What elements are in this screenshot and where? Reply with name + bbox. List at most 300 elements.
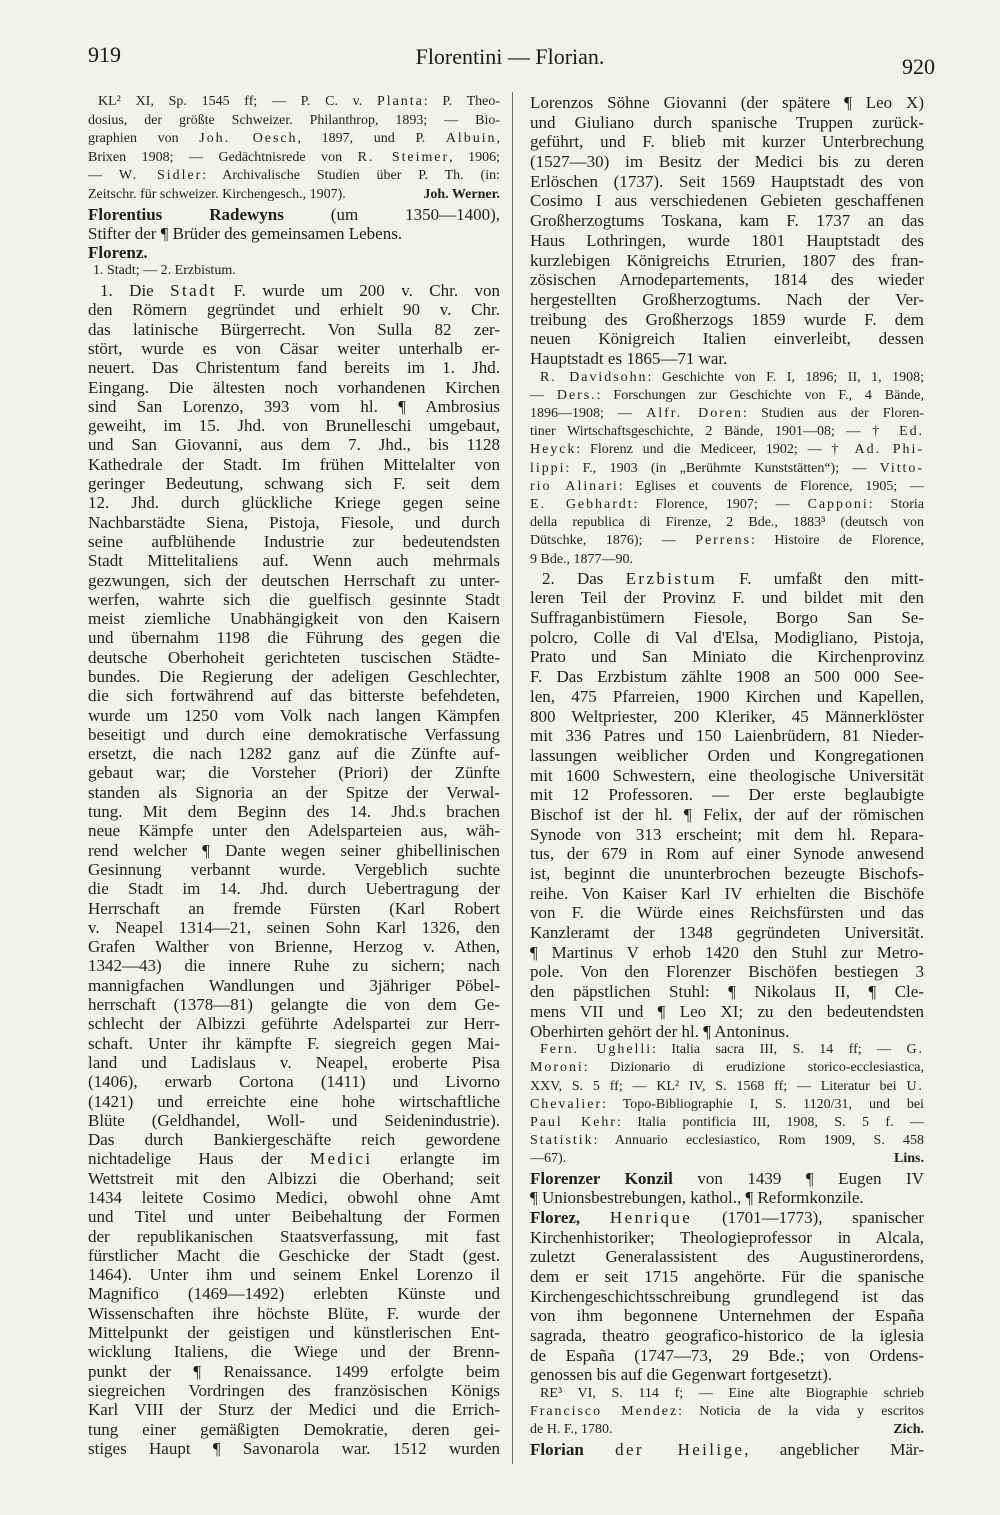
text-line <box>88 1284 500 1303</box>
biblio-paragraph <box>530 1385 924 1440</box>
text-line <box>88 416 500 435</box>
text-run: deutsche Oberhoheit gerichteten tuscischen Städte- <box>88 647 500 667</box>
text-run: (um 1350—1400), <box>283 204 500 224</box>
text-run: — <box>530 387 557 403</box>
text-run: neue Kämpfe unter den Adelsparteien aus, wäh- <box>88 821 500 841</box>
text-run: und San Giovanni, aus dem 7. Jhd., bis 1128 <box>88 435 500 455</box>
text-run: ¶ Unionsbestrebungen, kathol., ¶ Reformkonzile. <box>530 1188 864 1208</box>
spaced-name: lippi <box>530 460 566 476</box>
spaced-name: Vitto- <box>879 460 924 476</box>
text-run: mit 1600 Schwestern, eine theologische Universität <box>530 765 924 785</box>
text-run: sagrada, theatro geografico-historico de la iglesia <box>530 1326 924 1345</box>
text-line <box>88 1342 500 1361</box>
spaced-name: Chevalier <box>530 1096 603 1112</box>
text-run: 1342—43) die innere Ruhe zu sichern; nach <box>88 956 500 976</box>
text-run: , 1906; <box>449 149 501 165</box>
text-run: , 1897, und P. <box>297 131 446 147</box>
text-run: len, 475 Pfarreien, 1900 Kirchen und Kapellen, <box>530 686 924 706</box>
text-line <box>88 1149 500 1168</box>
text-line <box>88 609 500 628</box>
text-line <box>88 513 500 532</box>
text-line <box>88 224 500 243</box>
text-line <box>530 113 924 133</box>
text-line <box>530 1041 924 1059</box>
text-run: gezwungen, sich der deutschen Herrschaft zu unter- <box>88 570 500 590</box>
author-signature: Zich. <box>893 1422 924 1438</box>
text-run: : Florence, 1907; — <box>633 496 808 512</box>
spaced-name: Ders. <box>556 387 597 403</box>
text-line <box>88 1362 500 1381</box>
text-line <box>530 1022 924 1042</box>
text-line <box>88 300 500 319</box>
text-run: reihe. Von Kaiser Karl IV erhielten die Bischöfe <box>530 883 924 903</box>
text-run: : Annuario ecclesiastico, Rom 1909, S. 458 <box>593 1133 924 1149</box>
page-number-left: 919 <box>88 42 121 67</box>
text-run: standen als Signoria an der Spitze der Verwal- <box>88 782 500 802</box>
text-line <box>530 1385 924 1403</box>
text-run: Zeitschr. für schweizer. Kirchengesch., 1907). <box>88 186 346 202</box>
text-run: von 1439 ¶ Eugen IV <box>672 1168 924 1188</box>
text-run: : P. Theo- <box>423 94 500 109</box>
text-line <box>88 1130 500 1149</box>
entry-paragraph <box>530 1169 924 1208</box>
text-run: della republica di Firenze, 2 Bde., 1883³ (deutsch von <box>530 515 924 531</box>
text-line <box>530 1132 924 1150</box>
text-run: tung einer gemäßigten Demokratie, deren gei- <box>88 1419 500 1439</box>
text-run: Stifter der ¶ Brüder des gemeinsamen Lebens. <box>88 223 403 243</box>
toc-paragraph <box>88 262 500 281</box>
text-run: : Archivalische Studien über P. Th. (in: <box>202 168 500 184</box>
text-line <box>530 844 924 864</box>
text-line <box>530 962 924 982</box>
text-run: — <box>88 168 119 184</box>
text-line <box>88 358 500 377</box>
text-line <box>88 648 500 667</box>
text-line <box>530 785 924 805</box>
text-line <box>88 1381 500 1400</box>
text-run: Großherzogtums Toskana, kam F. 1737 an das <box>530 211 924 231</box>
text-line <box>530 667 924 687</box>
column-divider <box>512 92 513 1464</box>
text-line <box>530 1306 924 1326</box>
text-run: : F., 1903 (in „Berühmte Kunststätten“); — <box>565 460 880 476</box>
spaced-name: Medici <box>310 1149 373 1169</box>
text-run: von ihm begonnene Unternehmen der España <box>530 1306 924 1326</box>
headword: Florentius Radewyns <box>88 204 284 224</box>
text-run: F. umfaßt den mitt- <box>716 568 924 588</box>
text-line <box>88 1265 500 1284</box>
spaced-name: U. <box>906 1078 924 1094</box>
spaced-name: Paul Kehr <box>530 1114 617 1130</box>
text-run: fürstlicher Macht die Geschicke der Stadt (gest. <box>88 1245 500 1265</box>
text-line <box>530 1346 924 1366</box>
text-line <box>530 405 924 423</box>
text-run: lassungen weiblicher Orden und Kongregationen <box>530 745 924 765</box>
text-line <box>88 725 500 744</box>
text-run: Nachbarstädte Siena, Pistoja, Fiesole, und durch <box>88 512 500 532</box>
text-line <box>88 455 500 474</box>
text-line <box>530 441 924 459</box>
text-run: gebaut war; die Vorsteher (Priori) der Zünfte <box>88 763 500 783</box>
text-run: geweiht, im 15. Jhd. von Brunelleschi umgebaut, <box>88 416 500 436</box>
text-run: hergestellten Großherzogtums. Nach der Ver- <box>530 289 924 309</box>
text-run: : Eglises et couvents de Florence, 1905; — <box>618 478 924 494</box>
text-line <box>530 1247 924 1267</box>
text-run: treibung des Großherzogs 1859 wurde F. dem <box>530 309 924 329</box>
text-line <box>88 1323 500 1342</box>
text-run: : Dizionario di erudizione storico-ecclesiastica, <box>583 1060 924 1076</box>
text-line <box>88 1014 500 1033</box>
text-run: beseitigt und durch eine demokratische Verfassung <box>88 724 500 744</box>
text-run: 1. Die <box>100 281 171 301</box>
text-run: (1527—30) im Besitz der Medici bis zu deren <box>530 152 924 172</box>
right-column <box>530 93 924 1459</box>
entry-paragraph <box>88 243 500 262</box>
text-line <box>88 1207 500 1226</box>
spaced-name: Moroni <box>530 1060 584 1076</box>
text-run: wurde um 1250 vom Volk nach langen Kämpfen <box>88 705 500 725</box>
text-line <box>530 628 924 648</box>
text-run: bundes. Die Regierung der adeligen Geschlechter, <box>88 666 500 686</box>
text-run: kurzlebigen Königreichs Etrurien, 1807 des fran- <box>530 250 924 270</box>
text-line <box>530 270 924 290</box>
text-line <box>88 802 500 821</box>
text-run: seine aufblühende Industrie zur bedeutendsten <box>88 531 500 551</box>
text-line <box>88 841 500 860</box>
text-run: F. wurde um 200 v. Chr. von <box>217 281 501 301</box>
text-line <box>530 1059 924 1077</box>
text-run: : Histoire de Florence, <box>750 533 924 549</box>
text-line <box>88 937 500 956</box>
text-line <box>530 1287 924 1307</box>
text-line <box>88 918 500 937</box>
text-line <box>530 1078 924 1096</box>
spaced-name: Perrens <box>695 533 751 549</box>
text-run: geringer Bedeutung, schwang sich F. seit dem <box>88 474 500 494</box>
text-line <box>530 211 924 231</box>
text-line <box>530 1150 924 1168</box>
text-line <box>88 378 500 397</box>
text-line <box>88 763 500 782</box>
body-paragraph <box>530 93 924 369</box>
text-line <box>88 474 500 493</box>
text-run: stört, wurde es von Cäsar weiter unterhalb er- <box>88 338 500 358</box>
text-run: Cosimo I aus verschiedenen Gebieten geschaffenen <box>530 191 924 211</box>
text-line <box>530 943 924 963</box>
text-line <box>530 1403 924 1421</box>
text-run: dosius, der größte Schweizer. Philanthrop, 1893; — Bio- <box>88 112 500 128</box>
text-line <box>88 1439 500 1458</box>
text-run: zösischen Arnodepartements, 1814 des wieder <box>530 270 924 290</box>
text-line <box>88 706 500 725</box>
text-line <box>530 903 924 923</box>
text-run: : Forschungen zur Geschichte von F., 4 Bände, <box>596 387 925 403</box>
text-line <box>530 251 924 271</box>
text-run: erlangte im <box>372 1149 500 1169</box>
text-line <box>530 532 924 550</box>
text-line <box>530 726 924 746</box>
text-line <box>530 191 924 211</box>
text-line <box>530 423 924 441</box>
text-run: Erlöschen (1737). Seit 1569 Hauptstadt des von <box>530 171 924 191</box>
entry-paragraph <box>530 1208 924 1385</box>
spaced-name: Erzbistum <box>625 568 717 588</box>
text-run: 800 Weltpriester, 200 Kleriker, 45 Männerklöster <box>530 706 924 726</box>
text-line <box>530 1096 924 1114</box>
text-run: werfen, wahrte sich die guelfisch gesinnte Stadt <box>88 589 500 609</box>
text-run: pole. Von den Florenzer Bischöfen bestiegen 3 <box>530 962 924 982</box>
text-line <box>530 132 924 152</box>
text-run: : Italia sacra III, S. 14 ff; — <box>652 1042 907 1058</box>
text-line <box>530 310 924 330</box>
text-run: Stadt Mittelitaliens auf. Wenn auch mehrmals <box>88 551 500 571</box>
headword: Florian <box>530 1439 584 1459</box>
text-run: 1896—1908; — <box>530 406 647 421</box>
text-run: : Noticia de la vida y escritos <box>678 1404 924 1420</box>
text-run: der republikanischen Staatsverfassung, mit fast <box>88 1226 500 1246</box>
text-line <box>530 1208 924 1228</box>
text-line <box>530 608 924 628</box>
text-run: mit 12 Professoren. — Der erste beglaubigte <box>530 785 924 805</box>
text-run: F. Das Erzbistum zählte 1908 an 500 000 See- <box>530 667 924 687</box>
text-line <box>530 1228 924 1248</box>
text-line <box>530 231 924 251</box>
text-run: mens VII und ¶ Leo XI; zu den bedeutendsten <box>530 1001 924 1021</box>
text-run: : Studien aus der Floren- <box>742 406 925 421</box>
text-line <box>530 687 924 707</box>
text-line <box>530 1326 924 1346</box>
text-line <box>530 349 924 369</box>
text-line <box>88 205 500 224</box>
text-run: : Italia pontificia III, 1908, S. 5 f. — <box>616 1114 924 1130</box>
text-line <box>530 1188 924 1208</box>
text-line <box>88 995 500 1014</box>
text-run: die sich fortwährend auf das bitterste befehdeten, <box>88 686 500 706</box>
text-run: : Florenz und die Mediceer, 1902; — † <box>576 442 855 458</box>
text-run: leren Teil der Provinz F. und bildet mit den <box>530 588 924 608</box>
text-line <box>88 1092 500 1111</box>
text-line <box>88 1111 500 1130</box>
text-line <box>530 1421 924 1439</box>
text-line <box>88 339 500 358</box>
headword: Florenz. <box>88 243 148 263</box>
text-run: Hauptstadt es 1865—71 war. <box>530 348 728 368</box>
text-line <box>88 532 500 551</box>
text-run: geführt, und F. blieb mit kurzer Unterbrechung <box>530 132 924 152</box>
spaced-name: Alfr. Doren <box>646 406 743 421</box>
text-line <box>530 551 924 569</box>
text-line <box>88 397 500 416</box>
headword: Florez, <box>530 1207 581 1227</box>
text-line <box>530 387 924 405</box>
biblio-paragraph <box>88 93 500 205</box>
text-line <box>88 186 500 205</box>
text-line <box>530 290 924 310</box>
text-run: neuert. Das Christentum fand bereits im 1. Jhd. <box>88 358 500 378</box>
text-run: XXV, S. 5 ff; — KL² IV, S. 1568 ff; — Literatur bei <box>530 1078 907 1094</box>
text-line <box>530 884 924 904</box>
spaced-name: Statistik <box>530 1133 594 1149</box>
text-line <box>530 1267 924 1287</box>
text-run: stiges Haupt ¶ Savonarola war. 1512 wurden <box>88 1438 500 1458</box>
text-line <box>88 1188 500 1207</box>
text-line <box>88 167 500 186</box>
text-run: : Storia <box>868 496 924 512</box>
text-run: punkt der ¶ Renaissance. 1499 erfolgte beim <box>88 1361 500 1381</box>
text-line <box>530 647 924 667</box>
spaced-name: Planta <box>377 94 424 109</box>
text-line <box>88 686 500 705</box>
text-line <box>530 766 924 786</box>
text-line <box>530 864 924 884</box>
text-run: und Titel und unter Beibehaltung der Formen <box>88 1207 500 1227</box>
biblio-paragraph <box>530 1041 924 1168</box>
text-run: polcro, Colle di Val d'Elsa, Modigliano, Pistoja, <box>530 627 924 647</box>
text-line <box>530 172 924 192</box>
text-line <box>88 783 500 802</box>
text-run: den päpstlichen Stuhl: ¶ Nikolaus II, ¶ Cle- <box>530 982 924 1002</box>
text-run: —67). <box>530 1151 567 1167</box>
spaced-name: Albuin <box>445 131 497 147</box>
spaced-name: Fern. Ughelli <box>540 1042 653 1058</box>
text-line <box>88 1400 500 1419</box>
text-run: Oberhirten gehört der hl. ¶ Antoninus. <box>530 1021 790 1041</box>
text-run: mannigfachen Wandlungen und 3jähriger Pöbel- <box>88 975 500 995</box>
text-run: Lorenzos Söhne Giovanni (der spätere ¶ Leo X) <box>530 93 924 112</box>
text-line <box>88 667 500 686</box>
text-run: meist ziemliche Unabhängigkeit von den Kaisern <box>88 609 500 629</box>
entry-paragraph <box>530 1440 924 1460</box>
text-run: ¶ Martinus V erhob 1420 den Stuhl zur Metro- <box>530 942 924 962</box>
spaced-name: R. Davidsohn <box>540 369 648 385</box>
text-run: Brixen 1908; — Gedächtnisrede von <box>88 149 358 165</box>
text-run: nichtadelige Haus der <box>88 1149 311 1169</box>
text-run: Grafen Walther von Brienne, Herzog v. Athen, <box>88 937 500 957</box>
text-run: Mittelpunkt der geistigen und künstlerischen Ent- <box>88 1323 500 1343</box>
body-paragraph <box>88 281 500 1458</box>
text-run: Bischof ist der hl. ¶ Felix, der auf der römischen <box>530 804 924 824</box>
text-run: siegreichen Vordringen des französischen Königs <box>88 1380 500 1400</box>
spaced-name: Joh. Oesch <box>199 131 298 147</box>
text-line <box>530 707 924 727</box>
spaced-name: Stadt <box>170 281 218 301</box>
spaced-name: Ed. <box>899 424 924 440</box>
spaced-name: Heyck <box>530 442 577 458</box>
text-line <box>530 514 924 532</box>
text-run: von F. die Würde eines Reichsfürsten und das <box>530 903 924 923</box>
text-run: Eingang. Die ältesten noch vorhandenen Kirchen <box>88 377 500 397</box>
spaced-name: der Heilige <box>615 1439 745 1459</box>
spaced-name: W. Sidler <box>118 168 203 184</box>
text-run: 1434 leitete Cosimo Medici, obwohl ohne Amt <box>88 1188 500 1207</box>
left-column <box>88 93 500 1458</box>
text-run: Wettstreit mit den Albizzi die Oberhand; seit <box>88 1168 500 1188</box>
spaced-name: R. Steimer <box>357 149 450 165</box>
text-run: schaft. Unter ihr kämpfte F. siegreich gegen Mai- <box>88 1033 500 1053</box>
text-line <box>88 590 500 609</box>
text-line <box>88 821 500 840</box>
text-line <box>530 496 924 514</box>
text-run: schlecht der Albizzi geführte Adelspartei zur Herr- <box>88 1014 500 1034</box>
text-run: land und Ladislaus v. Neapel, eroberte Pisa <box>88 1052 500 1072</box>
text-run: Herrschaft an fremde Fürsten (Karl Robert <box>88 898 500 918</box>
text-line <box>88 1053 500 1072</box>
text-run: v. Neapel 1314—21, seinen Sohn Karl 1326, den <box>88 917 500 937</box>
text-run: , angeblicher Mär- <box>744 1439 924 1459</box>
text-line <box>530 1169 924 1189</box>
text-run: die Stadt im 14. Jhd. durch Uebertragung der <box>88 879 500 899</box>
text-line <box>88 1420 500 1439</box>
text-run: 9 Bde., 1877—90. <box>530 551 634 567</box>
text-line <box>88 879 500 898</box>
text-run: Kanzleramt der 1348 gegründeten Universität. <box>530 923 924 943</box>
spaced-name: rio Alinari <box>530 478 619 494</box>
text-run: graphien von <box>88 131 200 147</box>
text-run: RE³ VI, S. 114 f; — Eine alte Biographie schrieb <box>540 1386 924 1402</box>
text-line <box>530 923 924 943</box>
text-run: herrschaft (1378—81) gelangte die von dem Ge- <box>88 995 500 1015</box>
spaced-name: G. <box>906 1042 924 1058</box>
text-run: de España (1747—73, 29 Bde.; von Ordens- <box>530 1345 924 1365</box>
text-run: de H. F., 1780. <box>530 1422 613 1438</box>
text-run: tiner Wirtschaftsgeschichte, 2 Bände, 1901—08; — † <box>530 424 900 440</box>
text-line <box>88 435 500 454</box>
text-line <box>530 746 924 766</box>
text-run: Synode von 313 erscheint; mit dem hl. Repara- <box>530 824 924 844</box>
text-line <box>88 1034 500 1053</box>
text-run: Kathedrale der Stadt. Im frühen Mittelalter von <box>88 454 500 474</box>
text-run: Das durch Bankiergeschäfte reich gewordene <box>88 1130 500 1150</box>
text-run: Wissenschaften ihre höchste Blüte, F. wurde der <box>88 1303 500 1323</box>
text-line <box>88 551 500 570</box>
text-run: Haus Lothringen, wurde 1801 Hauptstadt des <box>530 230 924 250</box>
text-run: tus, der 679 in Rom auf einer Synode anwesend <box>530 844 924 864</box>
text-run: 1. Stadt; — 2. Erzbistum. <box>93 263 236 279</box>
text-line <box>88 320 500 339</box>
text-run: Karl VIII der Sturz der Medici und die Errich- <box>88 1400 500 1420</box>
text-run: ist, beginnt die ununterbrochen bezeugte Bischofs- <box>530 864 924 883</box>
text-line <box>530 805 924 825</box>
text-line <box>530 478 924 496</box>
text-line <box>530 93 924 113</box>
text-line <box>88 93 500 112</box>
text-line <box>88 130 500 149</box>
text-line <box>88 112 500 131</box>
text-run: genossen bis auf die Gegenwart fortgesetzt). <box>530 1365 833 1385</box>
text-run <box>580 1208 610 1227</box>
text-line <box>530 1440 924 1460</box>
spaced-name: Henrique <box>609 1207 693 1227</box>
biblio-paragraph <box>530 369 924 569</box>
text-line <box>530 152 924 172</box>
text-run: tung. Mit dem Beginn des 14. Jhd.s brachen <box>88 802 500 822</box>
text-run: : Topo-Bibliographie I, S. 1120/31, und bei <box>602 1096 924 1112</box>
text-run: zuletzt Generalassistent des Augustinerordens, <box>530 1247 924 1267</box>
spaced-name: Ad. Phi- <box>854 442 924 458</box>
text-run: Magnifico (1469—1492) erlebten Künste und <box>88 1284 500 1304</box>
text-run: und Giuliano durch spanische Truppen zurück- <box>530 112 924 132</box>
body-paragraph <box>530 569 924 1042</box>
text-run: : Geschichte von F. I, 1896; II, 1, 1908; <box>647 369 924 385</box>
text-line <box>88 1304 500 1323</box>
text-line <box>530 1114 924 1132</box>
text-run: neuen Königreich Italien einverleibt, dessen <box>530 329 924 349</box>
text-run: Kirchengeschichtsschreibung grundlegend ist das <box>530 1286 924 1306</box>
text-run: mit 336 Patres und 150 Laienbrüdern, 81 Nieder- <box>530 726 924 746</box>
text-run: Blüte (Geldhandel, Woll- und Seidenindustrie). <box>88 1110 500 1130</box>
text-run: 1464). Unter ihm und seinem Enkel Lorenzo il <box>88 1265 500 1285</box>
text-run: 12. Jhd. durch glückliche Kriege gegen seine <box>88 493 500 513</box>
